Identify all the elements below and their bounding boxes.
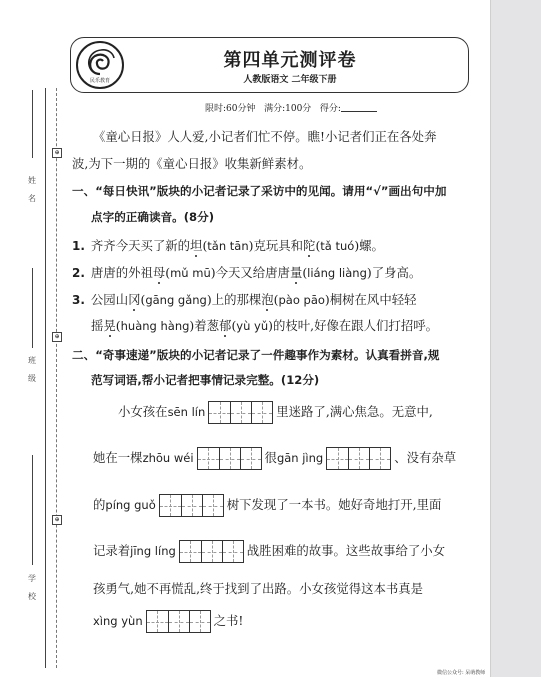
section1-title-1: 一、“每日快讯”版块的小记者记录了采访中的见闻。请用“√”画出句中加 [72,184,447,198]
q3-pinyin-options-4[interactable]: yù yǔ [236,319,269,333]
q3-pinyin-options-2[interactable]: pào pāo [278,293,325,307]
full-score: 满分:100分 [264,104,312,114]
story-text: 战胜困难的故事。这些故事给了小女 [246,543,446,558]
story-text: 之书! [213,613,244,628]
grid-cell[interactable] [230,402,251,423]
q3-line2-text-c: )着葱 [189,318,220,333]
story-text: 树下发现了一本书。她好奇地打开,里面 [226,497,442,512]
q1-dotted-char-1: 坦 [190,238,203,253]
q2-paren-2: ( [302,265,308,280]
grid-cell[interactable] [201,541,222,562]
pinyin-prompt-zhouwei: zhōu wéi [142,451,194,465]
story-line-4 [93,540,445,563]
writing-grid[interactable] [159,494,224,517]
score-blank[interactable] [341,102,377,112]
story-text: 的 [93,497,106,512]
q1-pinyin-options-2[interactable]: tǎ tuó [320,239,355,253]
margin-label-school: 学 校 [28,574,36,601]
q2-dotted-char-1: 母 [152,265,166,280]
section2-title-1: 二、“奇事速递”版块的小记者记录了一件趣事作为素材。认真看拼音,规 [72,348,440,362]
question-2 [72,263,421,281]
grid-cell[interactable] [189,611,210,632]
q1-text-e: )螺。 [354,238,384,253]
writing-grid[interactable] [179,540,244,563]
grid-cell[interactable] [160,495,181,516]
grid-cell[interactable] [209,402,230,423]
q1-text-a: 齐齐今天买了新的 [90,238,191,253]
grid-cell[interactable] [369,448,390,469]
class-write-line [32,268,33,348]
grid-cell[interactable] [181,495,202,516]
q3-pinyin-options-3[interactable]: huàng hàng [120,319,190,333]
q3-text-c: )上的那棵 [206,292,262,307]
q1-dotted-char-2: 陀 [303,238,316,253]
grid-cell[interactable] [180,541,201,562]
page-title: 第四单元测评卷 [223,50,357,71]
q3-paren-3: ( [115,318,121,333]
margin-label-class: 班 级 [28,356,36,383]
q3-dotted-char-1: 冈 [128,292,141,307]
q2-text-c: )今天又给唐唐 [210,265,290,280]
q1-number: 1. [72,239,85,253]
grid-cell[interactable] [198,448,219,469]
grid-cell[interactable] [348,448,369,469]
grid-cell[interactable] [168,611,189,632]
binding-line-dashed [56,88,57,668]
pinyin-prompt-jingling: jīng líng [130,544,176,558]
writing-grid[interactable] [326,447,391,470]
q2-pinyin-options-2[interactable]: liáng liàng [307,266,367,280]
pinyin-prompt-pingguo: píng guǒ [105,498,156,512]
story-text: 小女孩在 [118,404,168,419]
question-1 [72,236,384,254]
school-write-line [32,455,33,565]
grid-cell[interactable] [202,495,223,516]
footer-note: 微信公众号: 呆萌教师 [437,670,486,676]
story-text: 她在一棵 [93,450,143,465]
story-line-6 [93,610,243,633]
story-text: 里迷路了,满心焦急。无意中, [276,404,433,419]
q1-paren: ( [202,238,208,253]
seal-mark: ⊕ [52,332,62,342]
q3-dotted-char-2: 泡 [261,292,274,307]
page-side-strip [491,0,541,677]
q1-paren-2: ( [315,238,321,253]
intro-line-2: 波,为下一期的《童心日报》收集新鲜素材。 [72,156,312,171]
q3-dotted-char-3: 晃 [103,318,116,333]
pinyin-prompt-xingyun: xìng yùn [93,614,143,628]
seal-mark: ⊕ [52,148,62,158]
q3-line2-text-a: 摇 [91,318,104,333]
question-3-line-2 [91,316,438,334]
question-3 [72,290,417,308]
q2-dotted-char-2: 量 [289,265,303,280]
page-subtitle: 人教版语文 二年级下册 [243,75,337,85]
grid-cell[interactable] [251,402,272,423]
exam-meta [205,101,377,114]
q3-text-e: )桐树在风中轻轻 [324,292,417,307]
story-text: 、没有杂草 [394,450,457,465]
grid-cell[interactable] [147,611,168,632]
q1-pinyin-options-1[interactable]: tǎn tān [207,239,249,253]
q2-text-a: 唐唐的外祖 [90,265,153,280]
publisher-logo [76,41,124,89]
q2-paren: ( [165,265,171,280]
section1-title-2: 点字的正确读音。(8分) [91,210,215,224]
q2-text-e: )了身高。 [366,265,422,280]
story-line-5: 孩勇气,她不再慌乱,终于找到了出路。小女孩觉得这本书真是 [93,581,424,596]
q3-number: 3. [72,293,85,307]
story-text: 很 [264,450,277,465]
q3-paren-2: ( [273,292,279,307]
story-line-1 [118,401,433,424]
pinyin-prompt-senlin: sēn lín [167,405,206,419]
score-label: 得分: [319,104,341,114]
name-write-line [32,90,33,158]
swirl-logo-icon [84,47,116,77]
margin-label-name: 姓 名 [28,176,36,203]
time-limit: 限时:60分钟 [205,104,256,114]
q3-paren-4: ( [231,318,237,333]
pinyin-prompt-ganjing: gān jìng [276,451,324,465]
q3-pinyin-options-1[interactable]: gāng gǎng [145,293,207,307]
grid-cell[interactable] [222,541,243,562]
logo-text: 民乐教育 [89,78,110,84]
intro-line-1: 《童心日报》人人爱,小记者们忙不停。瞧!小记者们正在各处奔 [93,129,437,144]
story-line-2 [93,447,456,470]
q3-paren: ( [140,292,146,307]
writing-grid[interactable] [146,610,211,633]
grid-cell[interactable] [327,448,348,469]
seal-mark: ⊕ [52,515,62,525]
section2-title-2: 范写词语,帮小记者把事情记录完整。(12分) [91,373,320,387]
q2-pinyin-options-1[interactable]: mǔ mū [170,266,211,280]
q3-dotted-char-4: 郁 [219,318,232,333]
story-text: 记录着 [93,543,131,558]
grid-cell[interactable] [240,448,261,469]
q3-text-a: 公园山 [90,292,129,307]
story-line-3 [93,494,441,517]
q2-number: 2. [72,266,85,280]
page-edge [490,0,491,677]
writing-grid[interactable] [208,401,273,424]
binding-line-solid [45,88,46,668]
writing-grid[interactable] [197,447,262,470]
grid-cell[interactable] [219,448,240,469]
q3-line2-text-e: )的枝叶,好像在跟人们打招呼。 [268,318,438,333]
q1-text-c: )克玩具和 [248,238,304,253]
